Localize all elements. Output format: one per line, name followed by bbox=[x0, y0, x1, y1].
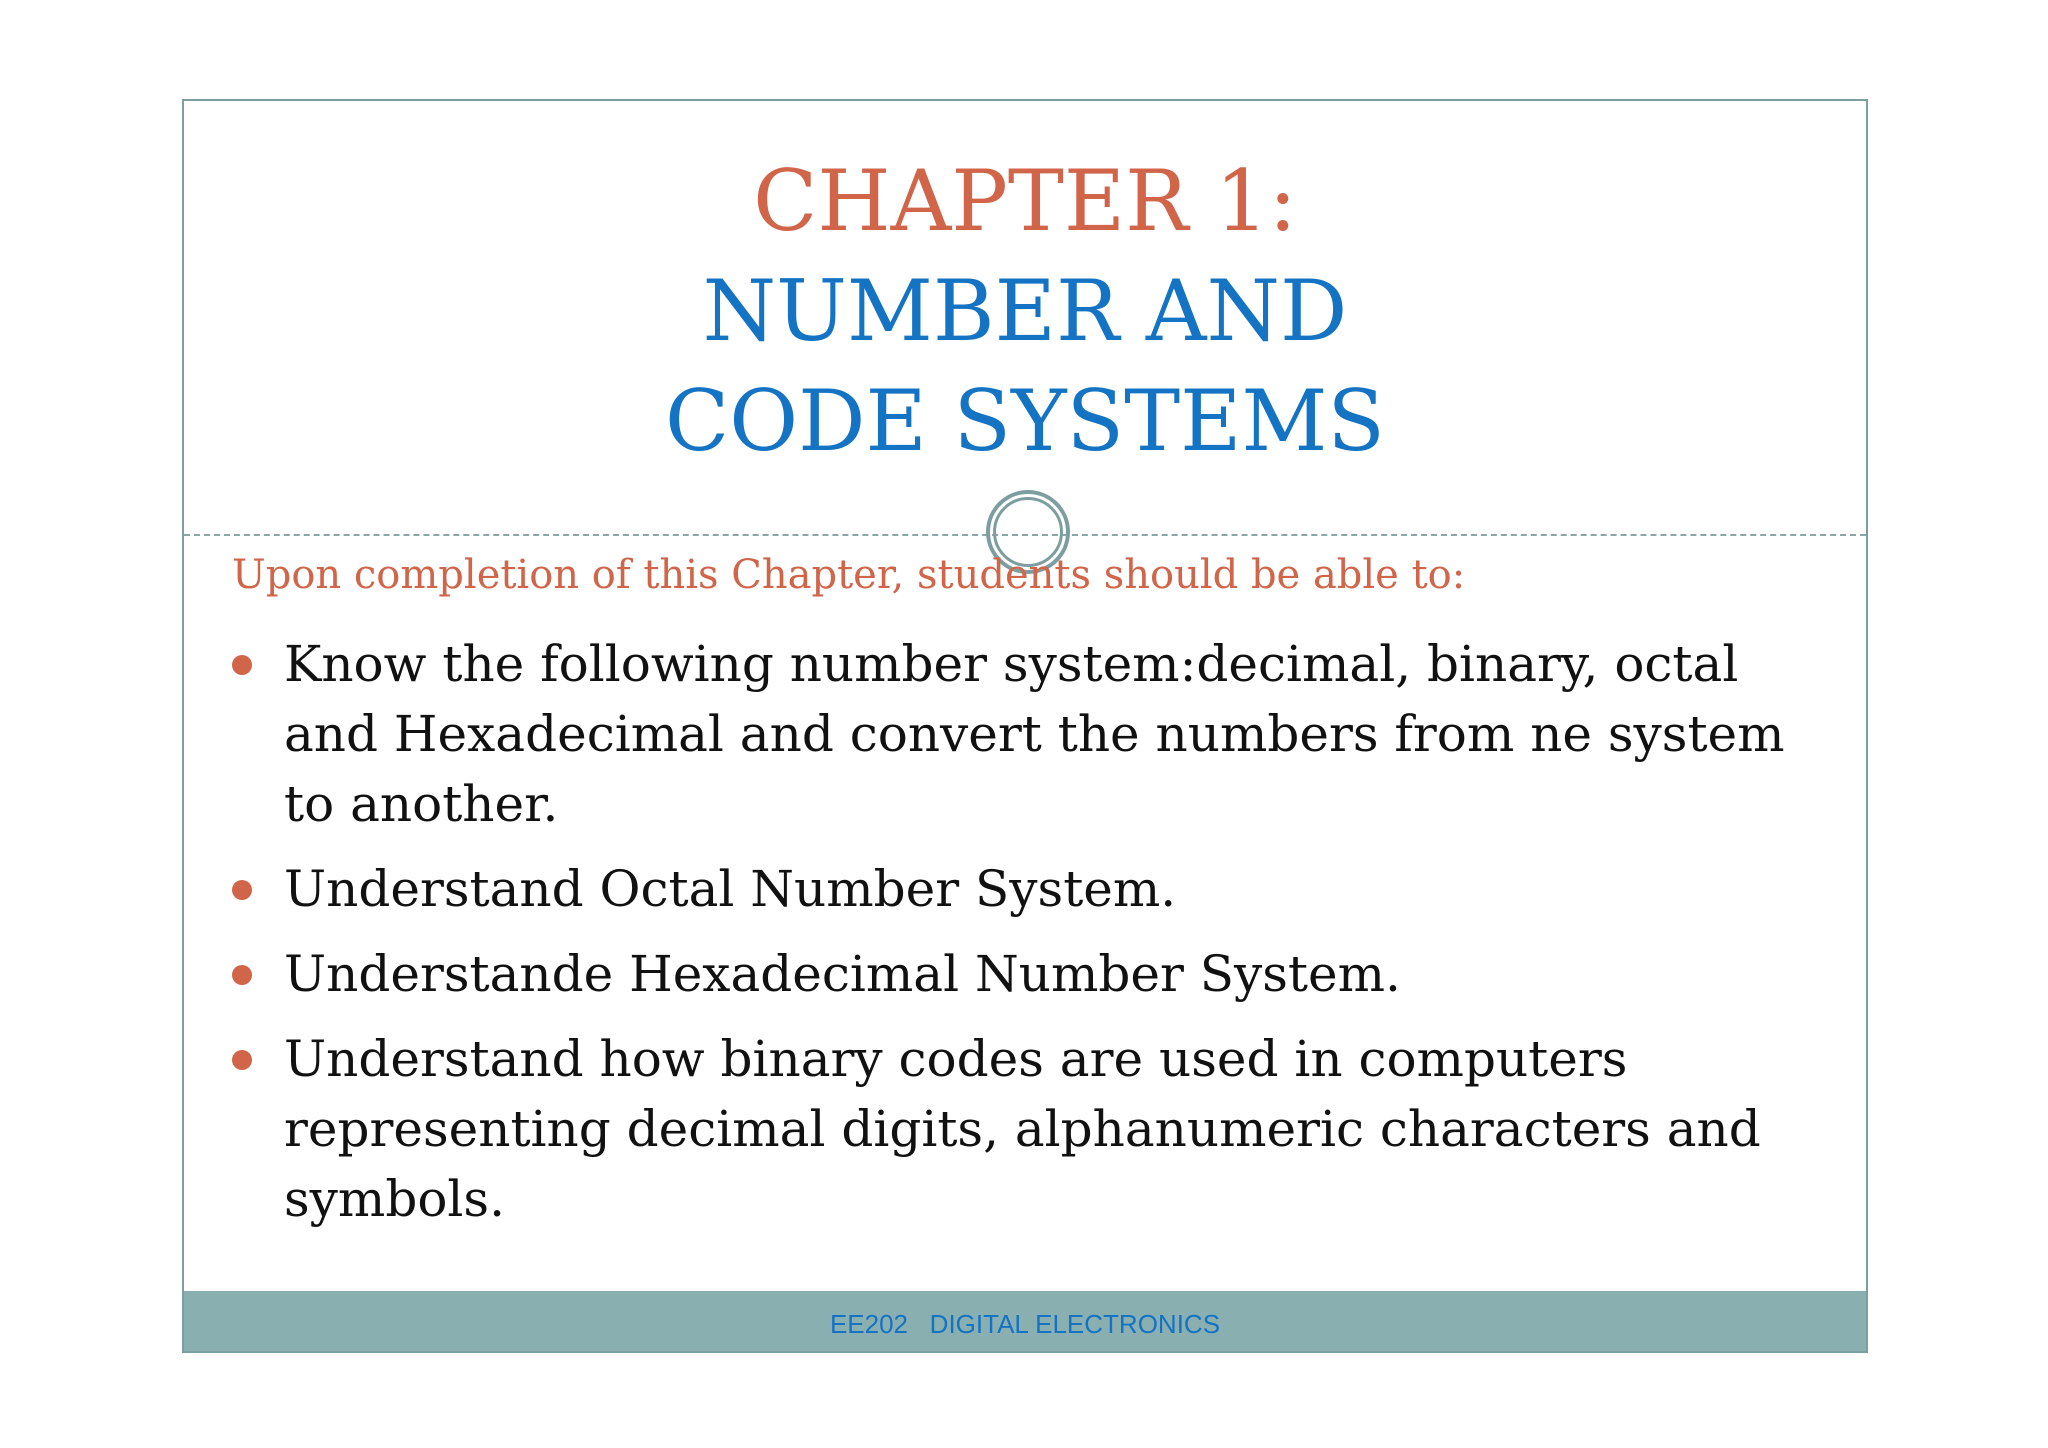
bullet-dot-icon bbox=[232, 880, 252, 900]
list-item-text: Understande Hexadecimal Number System. bbox=[284, 945, 1401, 1003]
learning-outcomes-list bbox=[232, 629, 1812, 1249]
list-item-text: Understand Octal Number System. bbox=[284, 860, 1177, 918]
learning-outcomes-intro: Upon completion of this Chapter, students should be able to: bbox=[232, 552, 1466, 598]
list-item-text: Understand how binary codes are used in computers representing decimal digits, alphanumeric characters and symbols. bbox=[284, 1030, 1761, 1228]
slide bbox=[182, 99, 1868, 1353]
bullet-dot-icon bbox=[232, 1050, 252, 1070]
bullet-dot-icon bbox=[232, 655, 252, 675]
chapter-title: CHAPTER 1: bbox=[753, 152, 1297, 250]
title-area bbox=[184, 101, 1866, 533]
bullet-dot-icon bbox=[232, 965, 252, 985]
list-item bbox=[232, 939, 1812, 1009]
footer-bar bbox=[184, 1291, 1866, 1351]
chapter-subtitle-line-1: NUMBER AND bbox=[702, 262, 1348, 360]
list-item-text: Know the following number system:decimal, binary, octal and Hexadecimal and convert the numbers from ne system to another. bbox=[284, 635, 1785, 833]
footer-course-label: EE202 DIGITAL ELECTRONICS bbox=[829, 1309, 1221, 1339]
list-item bbox=[232, 854, 1812, 924]
list-item bbox=[232, 629, 1812, 839]
list-item bbox=[232, 1024, 1812, 1234]
chapter-subtitle-line-2: CODE SYSTEMS bbox=[665, 372, 1385, 470]
